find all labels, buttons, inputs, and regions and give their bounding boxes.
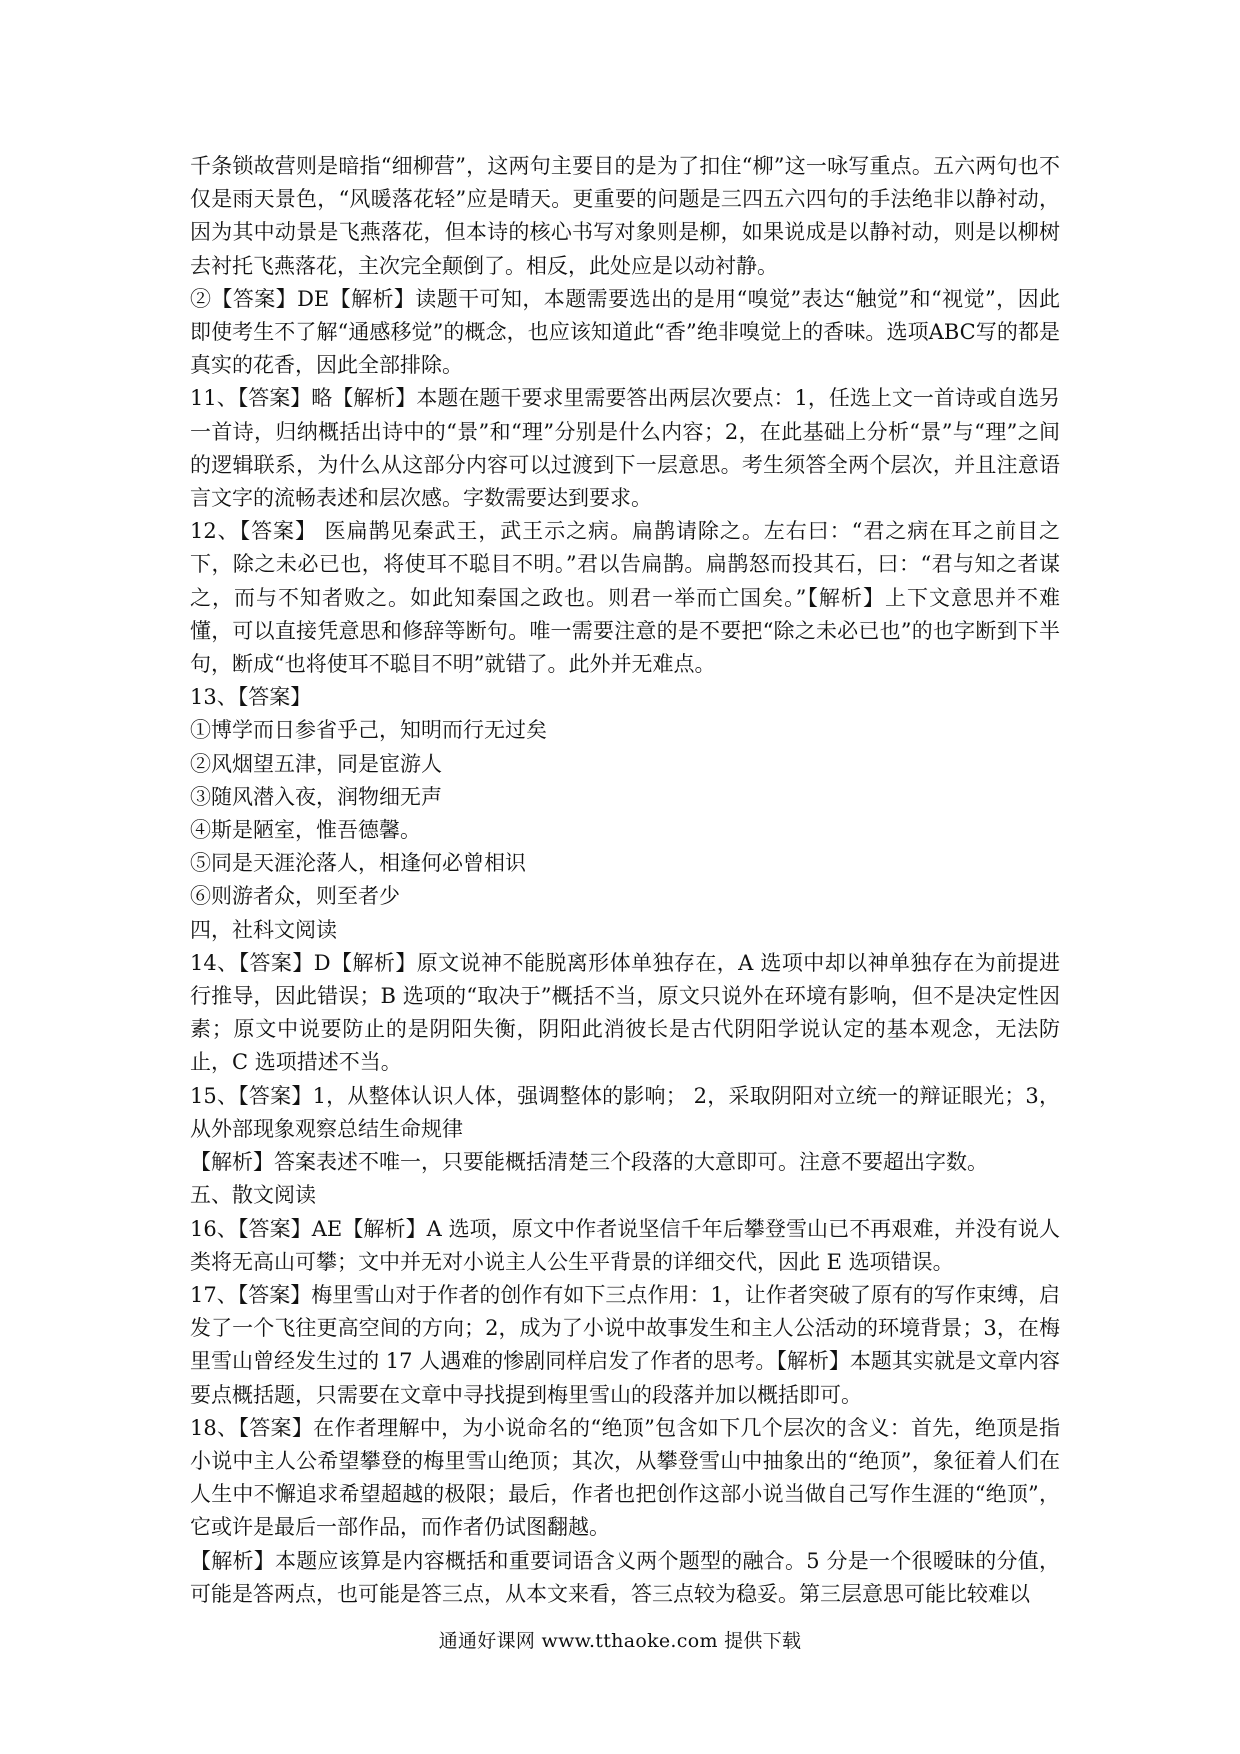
section-heading-prose: 五、散文阅读	[190, 1183, 316, 1208]
paragraph-answer-11: 11、【答案】略【解析】本题在题干要求里需要答出两层次要点：1，任选上文一首诗或自选另一首诗，归纳概括出诗中的“景”和“理”分别是什么内容；2，在此基础上分析“景”与“理”之间的逻辑联系，为什么从这部分内容可以过渡到下一层意思。考生须答全两个层次，并且注意语言文字的流畅表述和层次感。字数需要达到要求。	[190, 386, 1060, 511]
paragraph-answer-15: 15、【答案】1，从整体认识人体，强调整体的影响； 2，采取阴阳对立统一的辩证眼光；3，从外部现象观察总结生命规律	[190, 1083, 1060, 1141]
section-heading-social-science: 四，社科文阅读	[190, 917, 337, 942]
paragraph-analysis-18: 【解析】本题应该算是内容概括和重要词语含义两个题型的融合。5 分是一个很暧昧的分值，可能是答两点，也可能是答三点，从本文来看，答三点较为稳妥。第三层意思可能比较难以	[190, 1548, 1060, 1606]
list-item-13-5: ⑤同是天涯沦落人，相逢何必曾相识	[190, 851, 526, 876]
list-item-13-2: ②风烟望五津，同是宦游人	[190, 751, 442, 776]
paragraph-poem-analysis: 千条锁故营则是暗指“细柳营”，这两句主要目的是为了扣住“柳”这一咏写重点。五六两句也不仅是雨天景色，“风暖落花轻”应是晴天。更重要的问题是三四五六四句的手法绝非以静衬动，因为其中动景是飞燕落花，但本诗的核心书写对象则是柳，如果说成是以静衬动，则是以柳树去衬托飞燕落花，主次完全颠倒了。相反，此处应是以动衬静。	[190, 154, 1060, 278]
paragraph-answer-17: 17、【答案】梅里雪山对于作者的创作有如下三点作用：1，让作者突破了原有的写作束缚，启发了一个飞往更高空间的方向；2，成为了小说中故事发生和主人公活动的环境背景；3，在梅里雪山曾经发生过的 17 人遇难的惨剧同样启发了作者的思考。【解析】本题其实就是文章内容要点概括题，只需要在文章中寻找提到梅里雪山的段落并加以概括即可。	[190, 1282, 1060, 1407]
list-item-13-1: ①博学而日参省乎己，知明而行无过矣	[190, 718, 547, 743]
paragraph-answer-16: 16、【答案】AE【解析】A 选项，原文中作者说坚信千年后攀登雪山已不再艰难，并没有说人类将无高山可攀；文中并无对小说主人公生平背景的详细交代，因此 E 选项错误。	[190, 1216, 1060, 1274]
paragraph-answer-13-heading: 13、【答案】	[190, 685, 312, 710]
paragraph-answer-18: 18、【答案】在作者理解中，为小说命名的“绝顶”包含如下几个层次的含义：首先，绝顶是指小说中主人公希望攀登的梅里雪山绝顶；其次，从攀登雪山中抽象出的“绝顶”，象征着人们在人生中不懈追求希望超越的极限；最后，作者也把创作这部小说当做自己写作生涯的“绝顶”，它或许是最后一部作品，而作者仍试图翻越。	[190, 1415, 1060, 1540]
paragraph-analysis-15: 【解析】答案表述不唯一，只要能概括清楚三个段落的大意即可。注意不要超出字数。	[190, 1150, 988, 1175]
answer-text-body	[190, 150, 1060, 1611]
list-item-13-6: ⑥则游者众，则至者少	[190, 884, 400, 909]
page-footer: 通通好课网 www.tthaoke.com 提供下载	[438, 1630, 802, 1652]
list-item-13-3: ③随风潜入夜，润物细无声	[190, 784, 442, 809]
paragraph-answer-2: ②【答案】DE【解析】读题干可知，本题需要选出的是用“嗅觉”表达“触觉”和“视觉”，因此即使考生不了解“通感移觉”的概念，也应该知道此“香”绝非嗅觉上的香味。选项ABC写的都是真实的花香，因此全部排除。	[190, 286, 1060, 378]
paragraph-answer-14: 14、【答案】D【解析】原文说神不能脱离形体单独存在，A 选项中却以神单独存在为前提进行推导，因此错误；B 选项的“取决于”概括不当，原文只说外在环境有影响，但不是决定性因素；原文中说要防止的是阴阳失衡，阴阳此消彼长是古代阴阳学说认定的基本观念，无法防止，C 选项措述不当。	[190, 950, 1060, 1075]
list-item-13-4: ④斯是陋室，惟吾德馨。	[190, 818, 421, 843]
paragraph-answer-12: 12、【答案】 医扁鹊见秦武王，武王示之病。扁鹊请除之。左右曰：“君之病在耳之前目之下，除之未必已也，将使耳不聪目不明。”君以告扁鹊。扁鹊怒而投其石，曰：“君与知之者谋之，而与不知者败之。如此知秦国之政也。则君一举而亡国矣。”【解析】上下文意思并不难懂，可以直接凭意思和修辞等断句。唯一需要注意的是不要把“除之未必已也”的也字断到下半句，断成“也将使耳不聪目不明”就错了。此外并无难点。	[190, 519, 1060, 677]
